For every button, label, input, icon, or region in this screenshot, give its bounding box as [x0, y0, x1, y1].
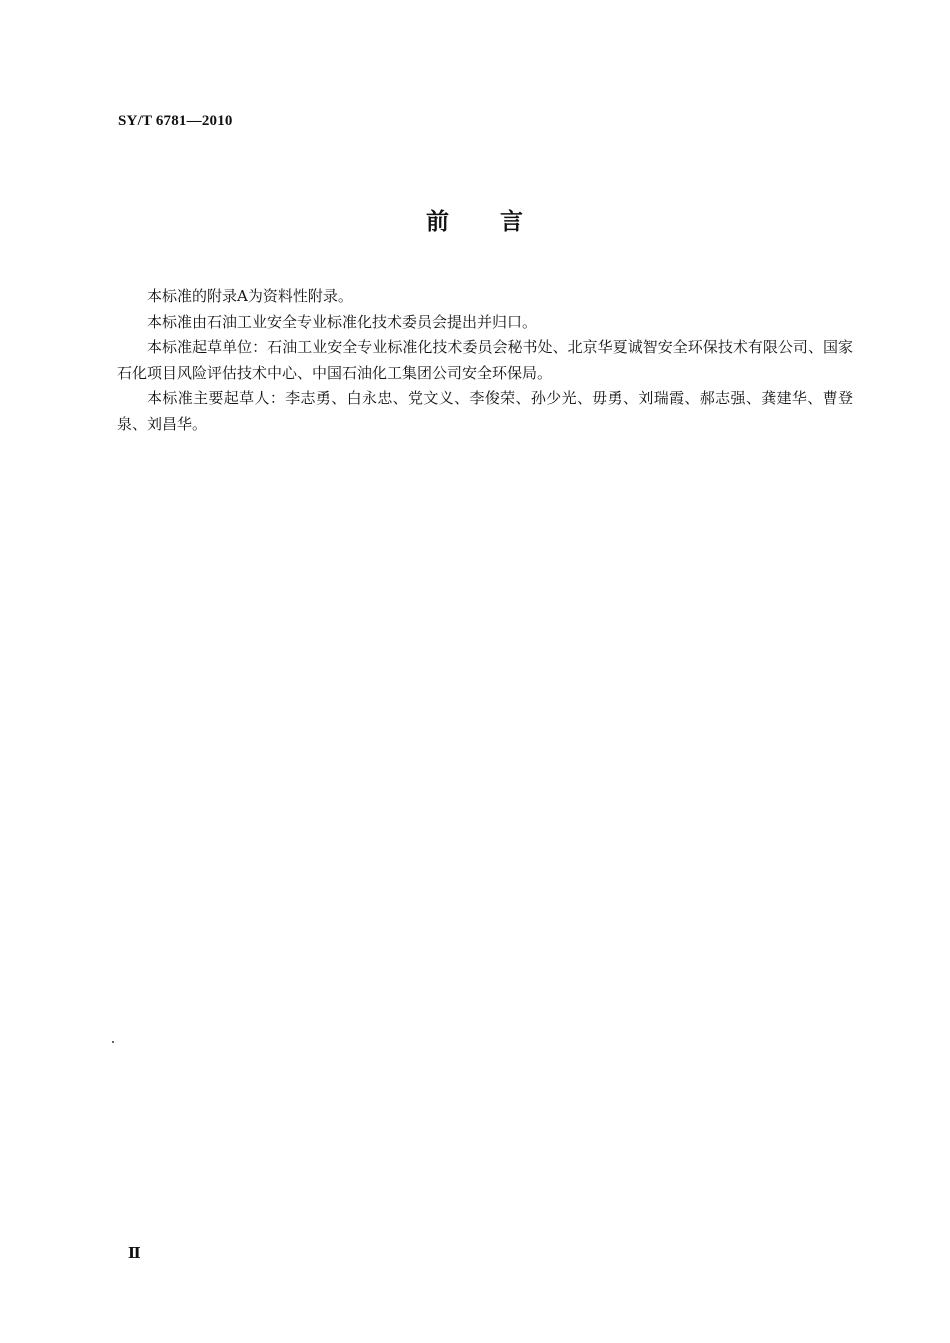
paragraph-proposer: 本标准由石油工业安全专业标准化技术委员会提出并归口。 [147, 312, 538, 331]
paragraph-drafting-units: 本标准起草单位：石油工业安全专业标准化技术委员会秘书处、北京华夏诚智安全环保技术有限公司、国家石化项目风险评估技术中心、中国石油化工集团公司安全环保局。 [117, 338, 853, 382]
page-number: Ⅱ [128, 1246, 141, 1262]
page-title-char-2: 言 [500, 209, 524, 235]
page-title [0, 203, 950, 236]
scan-artifact-dot [112, 1041, 114, 1043]
page-title-char-1: 前 [426, 209, 450, 235]
foreword-body [117, 284, 853, 437]
paragraph-appendix: 本标准的附录A为资料性附录。 [147, 287, 353, 305]
paragraph-drafters: 本标准主要起草人：李志勇、白永忠、党文义、李俊荣、孙少光、毋勇、刘瑞霞、郝志强、龚建华、曹登泉、刘昌华。 [117, 389, 853, 433]
standard-code: SY/T 6781—2010 [118, 113, 233, 129]
